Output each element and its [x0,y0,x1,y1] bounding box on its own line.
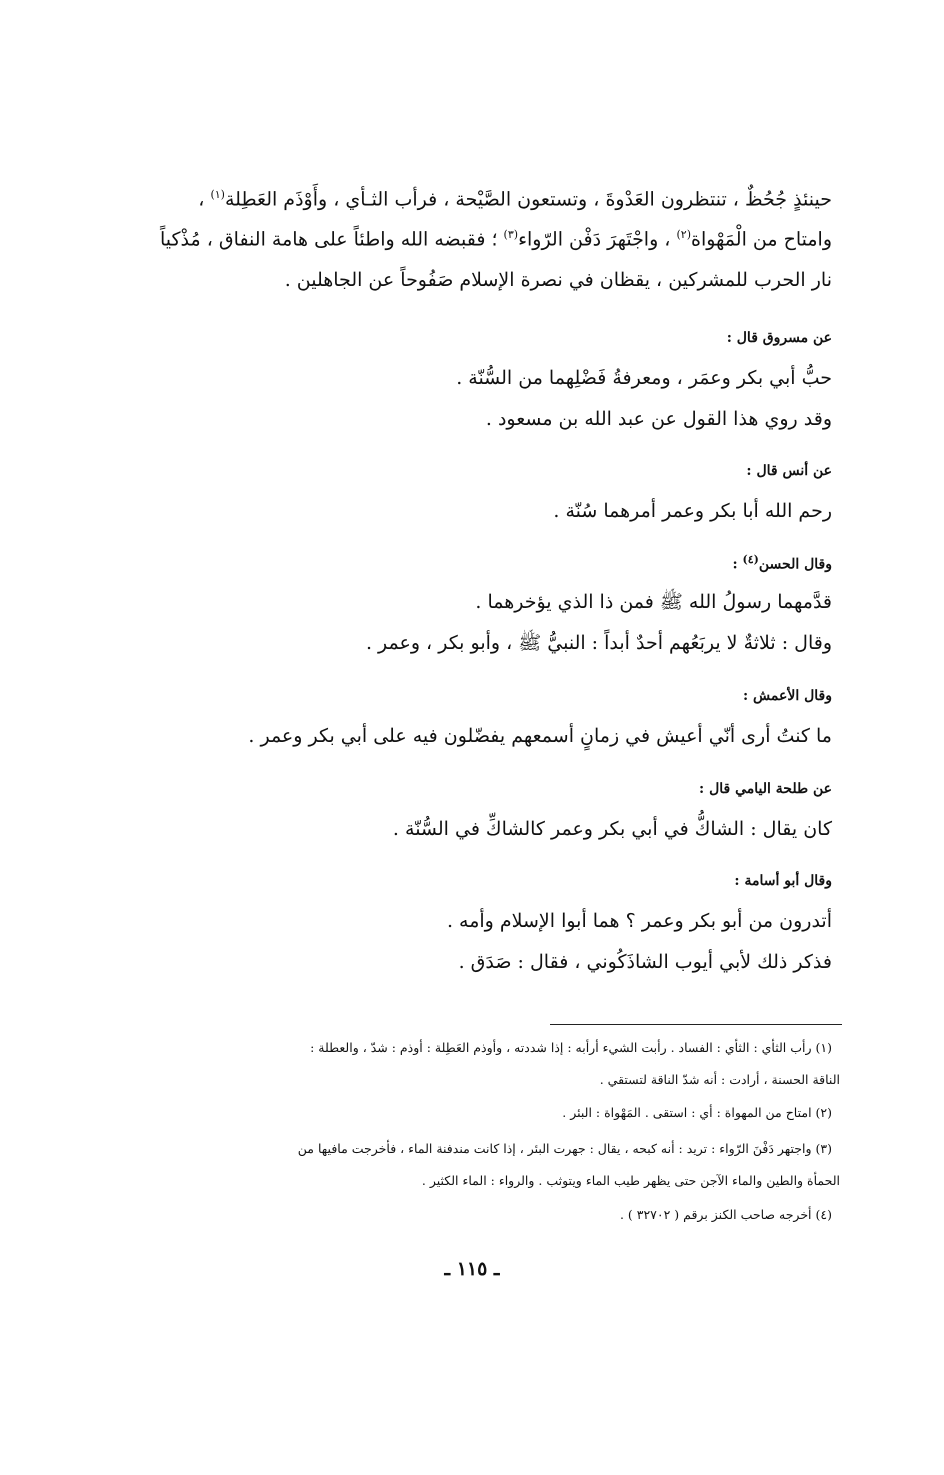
intro-line-2 [160,228,832,250]
heading-hasan-end: : [732,556,743,573]
intro-line-2-part-b: ، واجْتَهرَ دَفْن الرّواء [518,228,677,251]
heading-anas: عن أنس قال : [746,463,832,479]
heading-hasan-text: وقال الحسن [758,556,832,573]
masruq-line-2: وقد روي هذا القول عن عبد الله بن مسعود . [485,408,832,430]
footnote-3-line-1: (٣) واجتهر دَفْنَ الرّواء : تريد : أنه كبحه ، يقال : جهرت البئر ، إذا كانت مندفنة الماء ، فأخرجت مافيها من [297,1141,832,1156]
footnote-ref-4: (٤) [742,553,759,566]
abu-umama-line-2: فذكر ذلك لأبي أيوب الشاذَكُوني ، فقال : صَدَق . [458,951,832,973]
intro-line-1-end: ، [198,188,211,211]
footnote-1-line-1: (١) رأب الثأي : الثأي : الفساد . رأبت الشيء أرأبه : إذا شددته ، وأوذم العَطِلة : أوذم : شدّ ، والعطلة : [310,1040,832,1055]
anas-line-1: رحم الله أبا بكر وعمر أمرهما سُنّة . [553,500,832,522]
footnote-ref-1: (١) [210,188,225,201]
heading-masruq: عن مسروق قال : [726,330,832,346]
heading-hasan [732,553,832,573]
page-number: ـ ١١٥ ـ [444,1258,500,1280]
heading-abu-umama: وقال أبو أسامة : [734,873,832,889]
amash-line-1: ما كنتُ أرى أنّي أعيش في زمانٍ أسمعهم يفضّلون فيه على أبي بكر وعمر . [248,725,832,747]
footnote-2: (٢) امتاح من المهواة : أي : استقى . المَهْواة : البئر . [562,1105,832,1120]
heading-talha: عن طلحة اليامي قال : [699,781,832,797]
footnote-ref-3: (٣) [503,228,519,241]
hasan-line-2: وقال : ثلاثةٌ لا يربَعُهم أحدٌ أبداً : النبيُّ ﷺ ، وأبو بكر ، وعمر . [365,632,832,654]
intro-line-3: نار الحرب للمشركين ، يقظان في نصرة الإسلام صَفُوحاً عن الجاهلين . [284,269,832,291]
footnote-4: (٤) أخرجه صاحب الكنز برقم ( ٣٢٧٠٢ ) . [619,1207,832,1222]
intro-line-1-text: حينئذٍ جُحُظٌ ، تنتظرون العَدْوةَ ، وتستعون الصَّيْحة ، فرأب الثـأي ، وأَوْذَم العَطِلة [224,188,832,211]
footnote-3-line-2: الحمأة والطين والماء الآجن حتى يظهر طيب الماء ويتوثب . والرواء : الماء الكثير . [421,1173,840,1188]
heading-amash: وقال الأعمش : [743,688,832,704]
footnote-separator [550,1024,842,1025]
intro-line-2-part-c: ؛ فقبضه الله واطئاً على هامة النفاق ، مُذْكياً [159,228,504,251]
footnote-1-line-2: الناقة الحسنة ، أرادت : أنه شدّ الناقة لتستقي . [599,1072,840,1087]
hasan-line-1: قدَّمهما رسولُ الله ﷺ فمن ذا الذي يؤخرهما . [475,591,832,613]
talha-line-1: كان يقال : الشاكُّ في أبي بكر وعمر كالشاكِّ في السُّنّة . [392,818,832,840]
masruq-line-1: حبُّ أبي بكر وعمَر ، ومعرفةُ فَضْلِهما من السُّنّة . [456,367,832,389]
intro-line-1 [198,188,832,210]
intro-line-2-part-a: وامتاح من الْمَهْواة [691,228,832,251]
abu-umama-line-1: أتدرون من أبو بكر وعمر ؟ هما أبوا الإسلام وأمه . [446,910,832,932]
footnote-ref-2: (٢) [676,228,691,241]
